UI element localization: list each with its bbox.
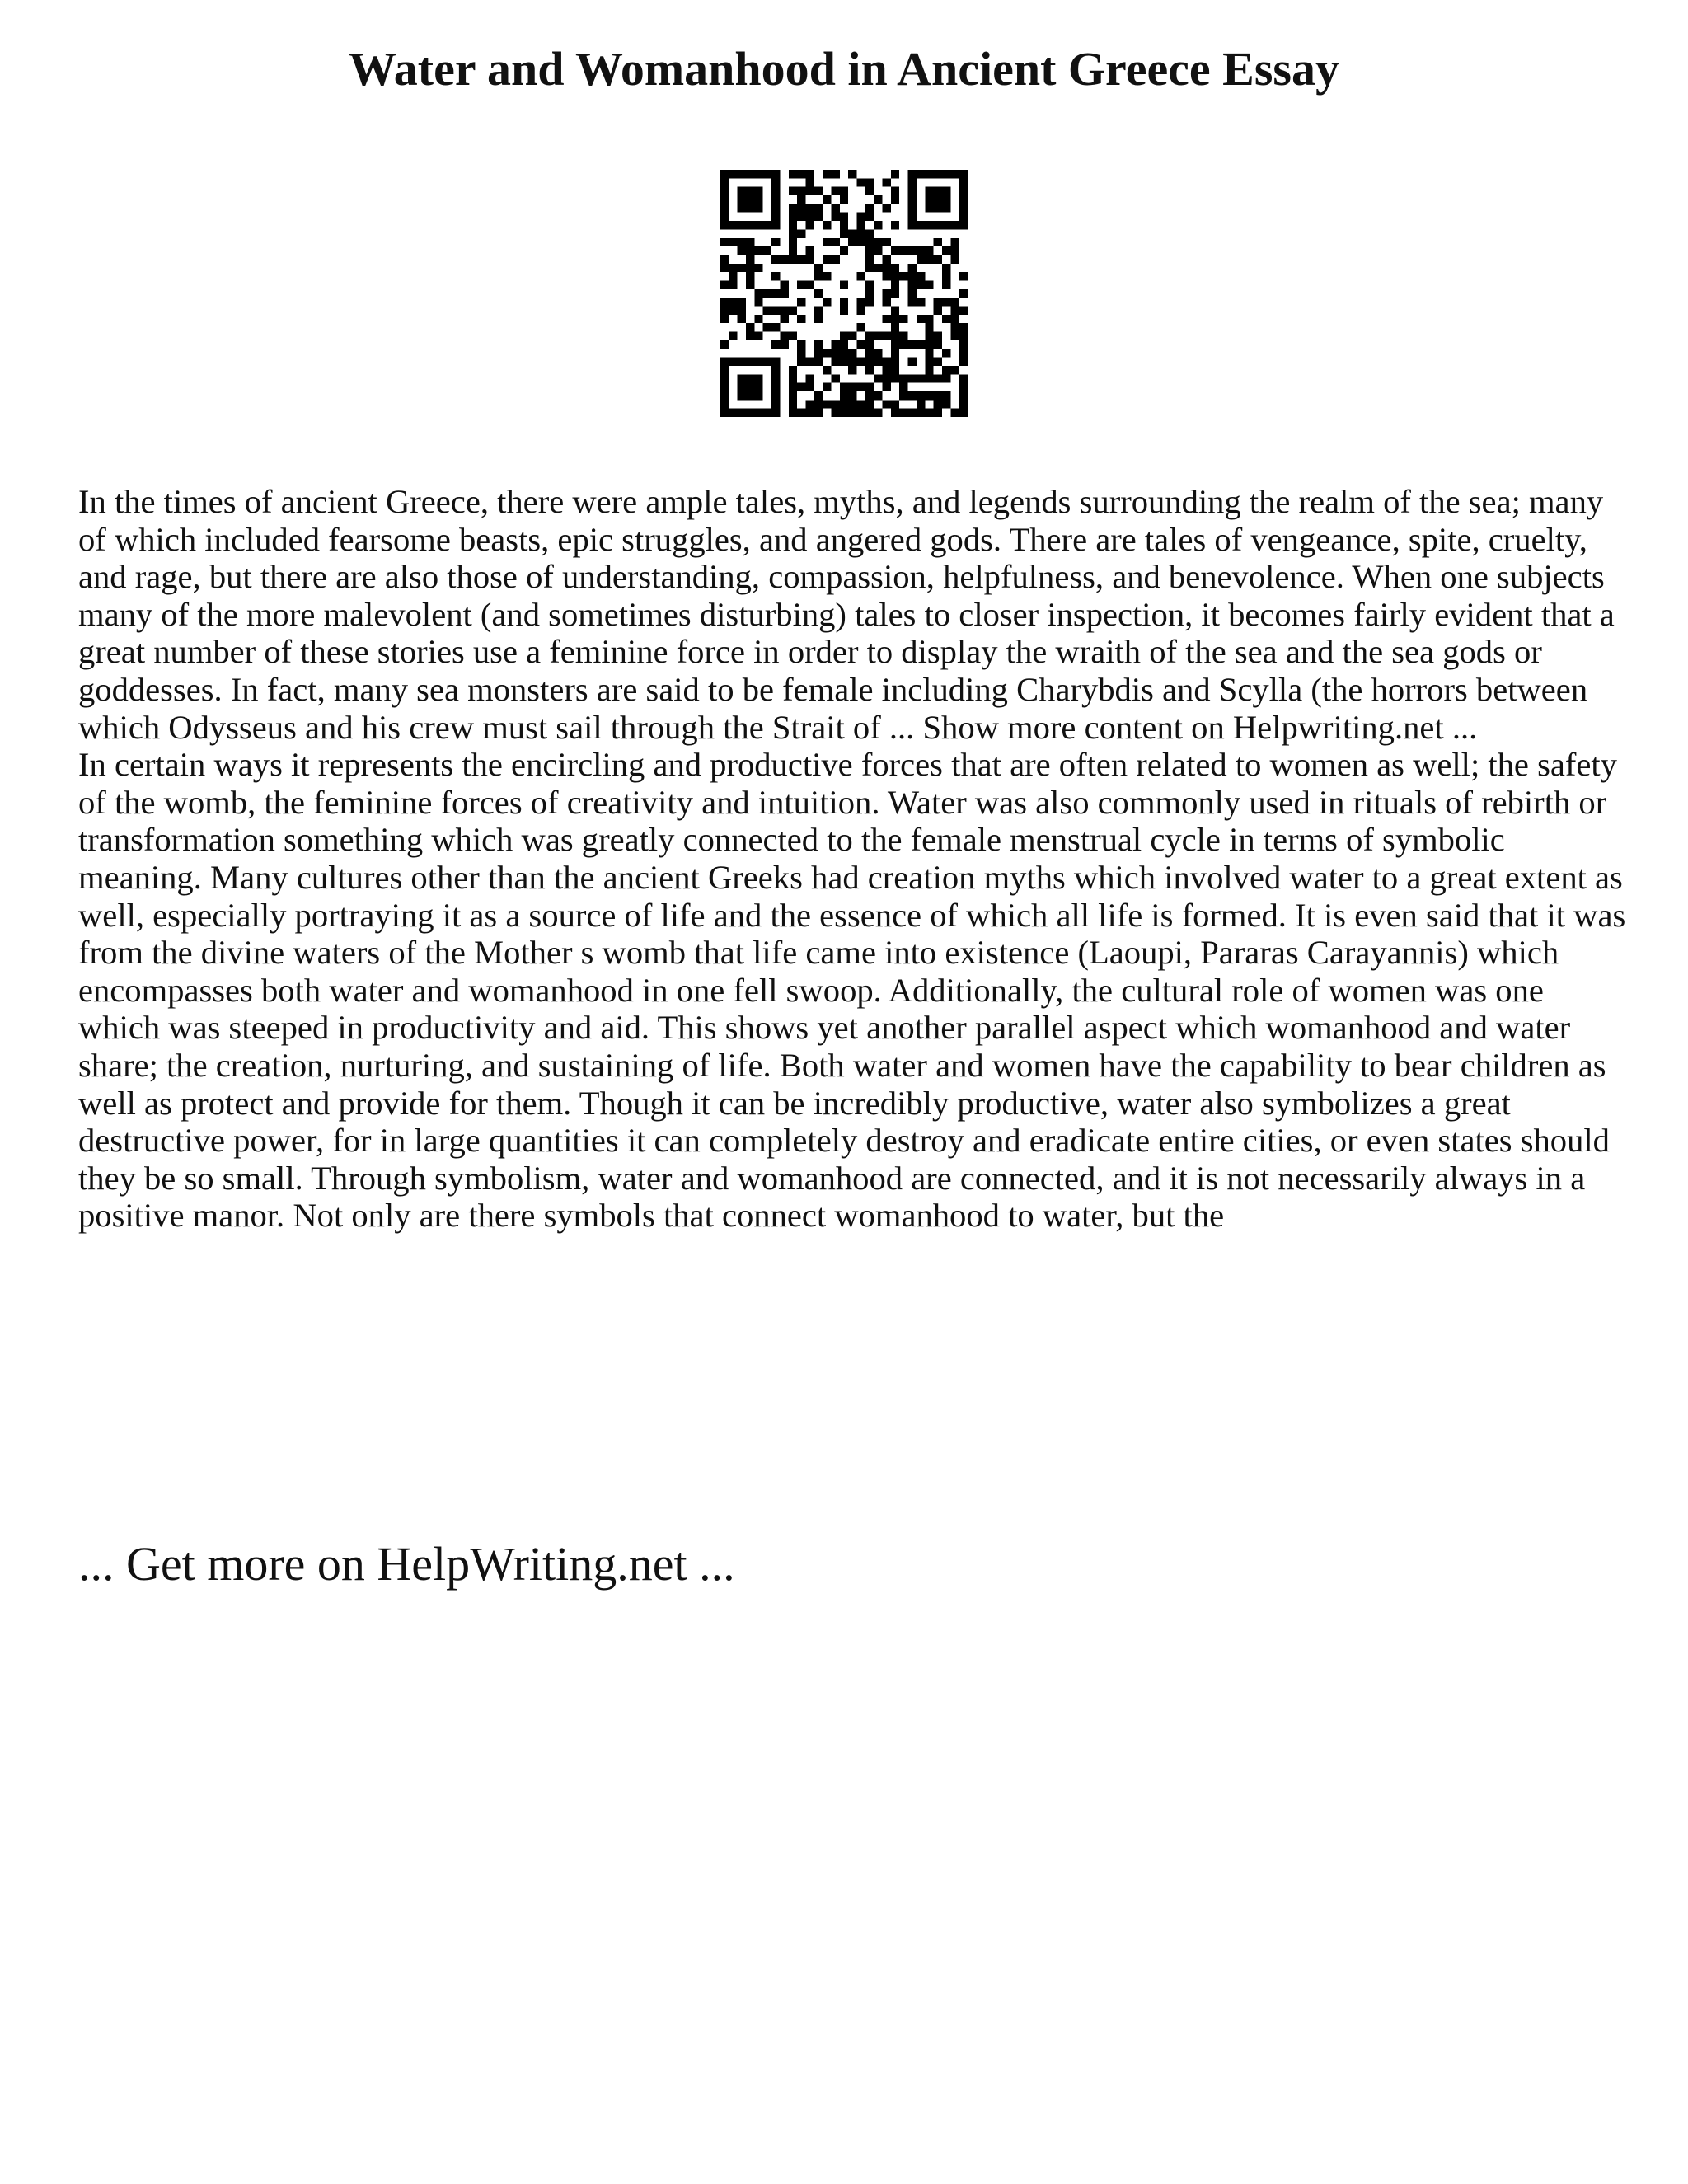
essay-paragraph-1: In the times of ancient Greece, there were ample tales, myths, and legends surrounding the realm of the sea; many of which included fearsome beasts, epic struggles, and angered gods. There are tales of vengeance, spite, cruelty, and rage, but there are also those of understanding, compassion, helpfulness, and benevolence. When one subjects many of the more malevolent (and sometimes disturbing) tales to closer inspection, it becomes fairly evident that a great number of these stories use a feminine force in order to display the wraith of the sea and the sea gods or goddesses. In fact, many sea monsters are said to be female including Charybdis and Scylla (the horrors between which Odysseus and his crew must sail through the Strait of ... Show more content on Helpwriting.net ... (78, 483, 1615, 746)
essay-paragraph-2: In certain ways it represents the encircling and productive forces that are often related to women as well; the safety of the womb, the feminine forces of creativity and intuition. Water was also commonly used in rituals of rebirth or transformation something which was greatly connected to the female menstrual cycle in terms of symbolic meaning. Many cultures other than the ancient Greeks had creation myths which involved water to a great extent as well, especially portraying it as a source of life and the essence of which all life is formed. It is even said that it was from the divine waters of the Mother s womb that life came into existence (Laoupi, Pararas Carayannis) which encompasses both water and womanhood in one fell swoop. Additionally, the cultural role of women was one which was steeped in productivity and aid. This shows yet another parallel aspect which womanhood and water share; the creation, nurturing, and sustaining of life. Both water and women have the capability to bear children as well as protect and provide for them. Though it can be incredibly productive, water also symbolizes a great destructive power, for in large quantities it can completely destroy and eradicate entire cities, or even states should they be so small. Through symbolism, water and womanhood are connected, and it is not necessarily always in a positive manor. Not only are there symbols that connect womanhood to water, but the (78, 746, 1626, 1235)
page-title: Water and Womanhood in Ancient Greece Essay (349, 42, 1339, 96)
get-more-link[interactable]: ... Get more on HelpWriting.net ... (78, 1537, 735, 1591)
essay-body (78, 483, 1628, 1235)
qr-code-graphic (720, 170, 968, 417)
qr-code-icon (720, 170, 968, 417)
